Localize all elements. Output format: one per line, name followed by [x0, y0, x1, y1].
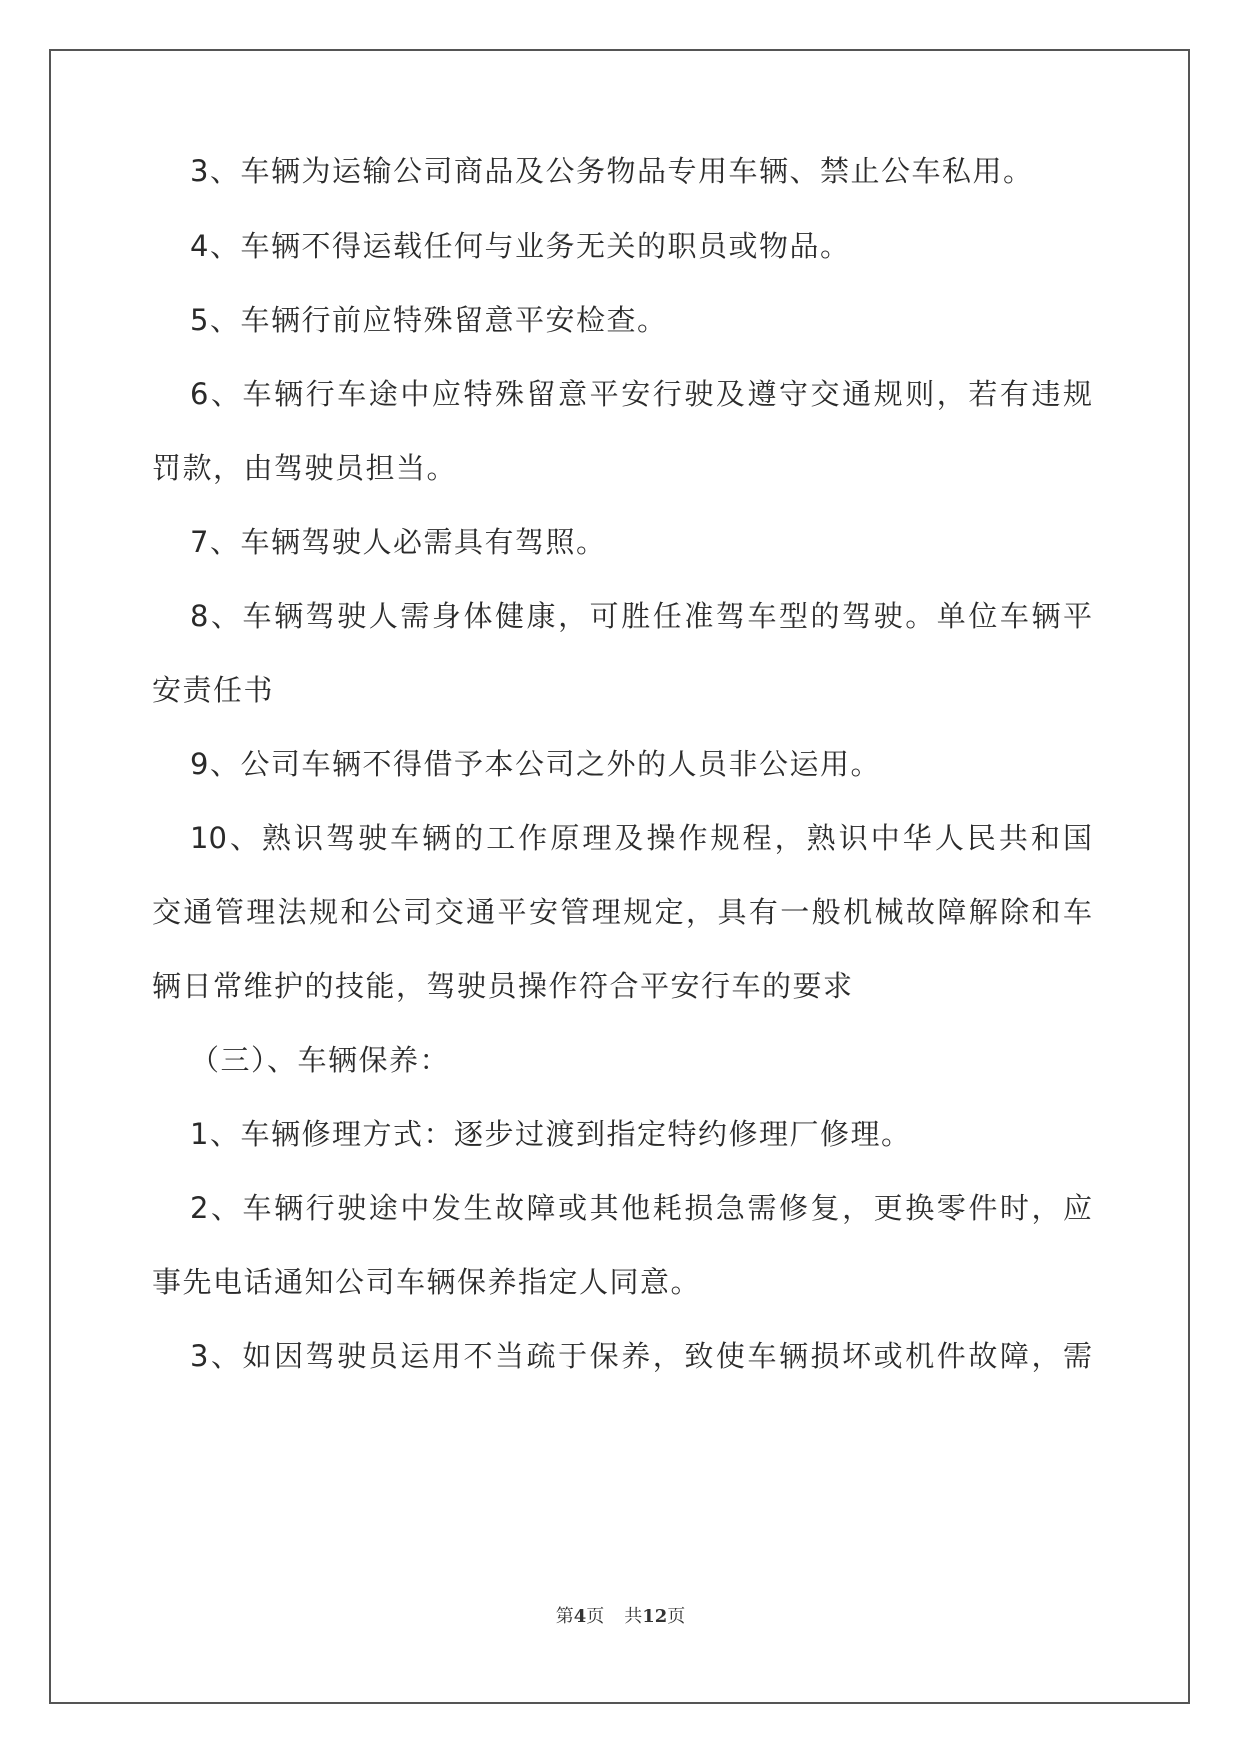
paragraph-line: 4、车辆不得运载任何与业务无关的职员或物品。	[190, 229, 851, 263]
paragraph-line: 10、熟识驾驶车辆的工作原理及操作规程，熟识中华人民共和国	[190, 821, 1092, 855]
paragraph-line: 7、车辆驾驶人必需具有驾照。	[190, 525, 607, 559]
page-suffix: 页	[586, 1606, 605, 1627]
paragraph-line: 9、公司车辆不得借予本公司之外的人员非公运用。	[190, 747, 881, 781]
paragraph-line: 3、如因驾驶员运用不当疏于保养，致使车辆损坏或机件故障，需	[190, 1339, 1092, 1373]
paragraph-line: 安责任书	[152, 673, 275, 707]
total-pages: 12	[642, 1606, 668, 1627]
paragraph-line: 事先电话通知公司车辆保养指定人同意。	[152, 1265, 702, 1299]
total-suffix: 页	[667, 1606, 686, 1627]
paragraph-line: 交通管理法规和公司交通平安管理规定，具有一般机械故障解除和车	[152, 895, 1092, 929]
section-heading: （三）、车辆保养：	[190, 1043, 451, 1077]
paragraph-line: 1、车辆修理方式：逐步过渡到指定特约修理厂修理。	[190, 1117, 912, 1151]
paragraph-line: 2、车辆行驶途中发生故障或其他耗损急需修复，更换零件时，应	[190, 1191, 1092, 1225]
paragraph-line: 罚款，由驾驶员担当。	[152, 451, 458, 485]
paragraph-line: 3、车辆为运输公司商品及公务物品专用车辆、禁止公车私用。	[190, 154, 1034, 188]
page-number: 4	[573, 1606, 587, 1627]
total-prefix: 共	[624, 1606, 643, 1627]
page-border	[49, 49, 1190, 1704]
page-prefix: 第	[555, 1606, 574, 1627]
page-footer	[0, 1602, 1241, 1628]
paragraph-line: 8、车辆驾驶人需身体健康，可胜任准驾车型的驾驶。单位车辆平	[190, 599, 1092, 633]
paragraph-line: 6、车辆行车途中应特殊留意平安行驶及遵守交通规则，若有违规	[190, 377, 1092, 411]
paragraph-line: 辆日常维护的技能，驾驶员操作符合平安行车的要求	[152, 969, 854, 1003]
paragraph-line: 5、车辆行前应特殊留意平安检查。	[190, 303, 668, 337]
